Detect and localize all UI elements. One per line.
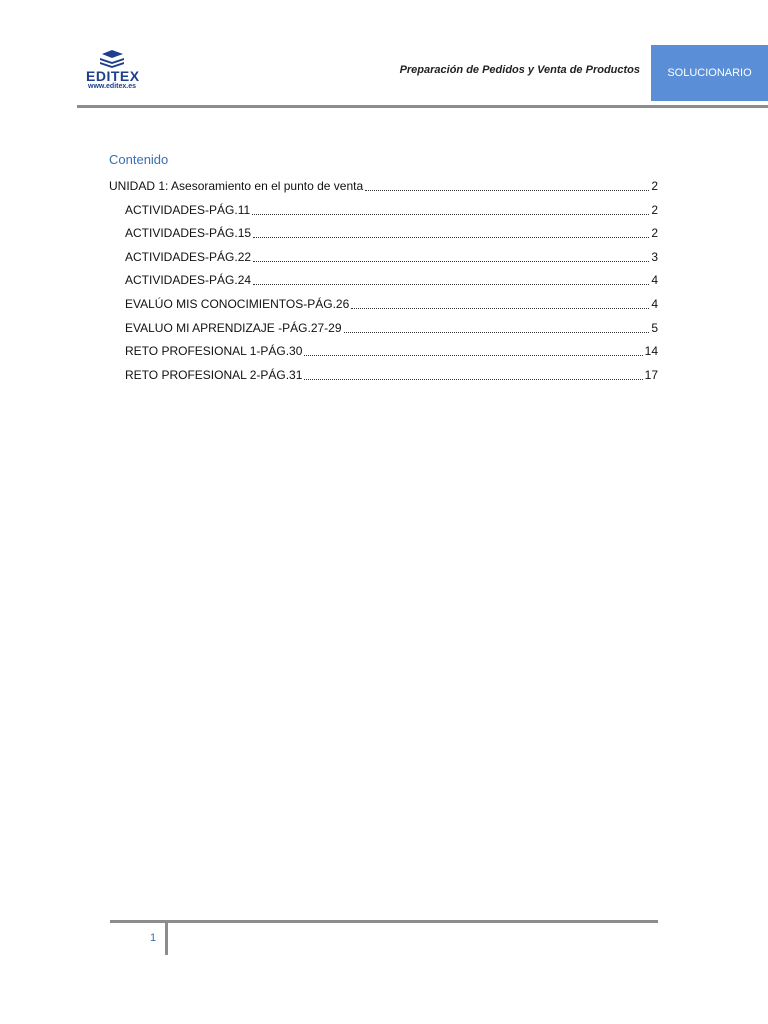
toc-leader-dots: [253, 246, 649, 262]
toc-entry-actividades-15[interactable]: [109, 222, 658, 246]
toc-entry-actividades-22[interactable]: [109, 246, 658, 270]
table-of-contents: [109, 152, 658, 387]
toc-entry-label: ACTIVIDADES-PÁG.22: [125, 249, 252, 264]
book-stack-icon: [96, 50, 128, 70]
toc-heading: Contenido: [109, 152, 169, 167]
toc-entry-label: ACTIVIDADES-PÁG.11: [125, 202, 251, 217]
toc-entry-label: EVALÚO MIS CONOCIMIENTOS-PÁG.26: [125, 296, 350, 311]
page-number: 1: [150, 932, 157, 944]
toc-leader-dots: [304, 340, 642, 356]
toc-entry-label: RETO PROFESIONAL 2-PÁG.31: [125, 367, 303, 382]
toc-entry-unidad-1[interactable]: [109, 175, 658, 199]
toc-entry-label: ACTIVIDADES-PÁG.15: [125, 226, 252, 241]
toc-leader-dots: [344, 317, 650, 333]
toc-entry-label: RETO PROFESIONAL 1-PÁG.30: [125, 344, 303, 359]
toc-leader-dots: [253, 222, 649, 238]
footer-divider: [110, 920, 658, 923]
toc-entry-page: 4: [651, 273, 658, 288]
toc-entry-page: 5: [651, 320, 658, 335]
toc-entry-page: 3: [651, 249, 658, 264]
toc-entry-actividades-24[interactable]: [109, 269, 658, 293]
toc-entry-actividades-11[interactable]: [109, 199, 658, 223]
toc-entry-reto-profesional-2[interactable]: [109, 364, 658, 388]
toc-entry-page: 14: [644, 344, 658, 359]
page-header: [0, 0, 768, 110]
toc-leader-dots: [252, 199, 649, 215]
toc-entry-page: 2: [651, 179, 658, 193]
toc-entry-label: EVALUO MI APRENDIZAJE -PÁG.27-29: [125, 320, 342, 335]
toc-leader-dots: [351, 293, 649, 309]
toc-entry-page: 17: [644, 367, 658, 382]
toc-entry-evaluo-aprendizaje[interactable]: [109, 317, 658, 341]
toc-entry-evaluo-conocimientos[interactable]: [109, 293, 658, 317]
editex-logo: [86, 50, 146, 94]
header-divider: [77, 105, 768, 108]
toc-entry-label: ACTIVIDADES-PÁG.24: [125, 273, 252, 288]
solucionario-badge: SOLUCIONARIO: [651, 45, 768, 101]
footer-separator: [165, 923, 168, 955]
logo-text: EDITEX: [86, 68, 140, 84]
toc-entry-page: 2: [651, 202, 658, 217]
toc-entry-label: UNIDAD 1: Asesoramiento en el punto de venta: [109, 179, 364, 193]
toc-entry-reto-profesional-1[interactable]: [109, 340, 658, 364]
toc-leader-dots: [304, 364, 642, 380]
toc-entry-page: 2: [651, 226, 658, 241]
document-title: Preparación de Pedidos y Venta de Productos: [399, 64, 640, 76]
toc-leader-dots: [365, 175, 649, 191]
toc-entry-page: 4: [651, 296, 658, 311]
logo-url: www.editex.es: [88, 83, 136, 90]
toc-leader-dots: [253, 269, 649, 285]
